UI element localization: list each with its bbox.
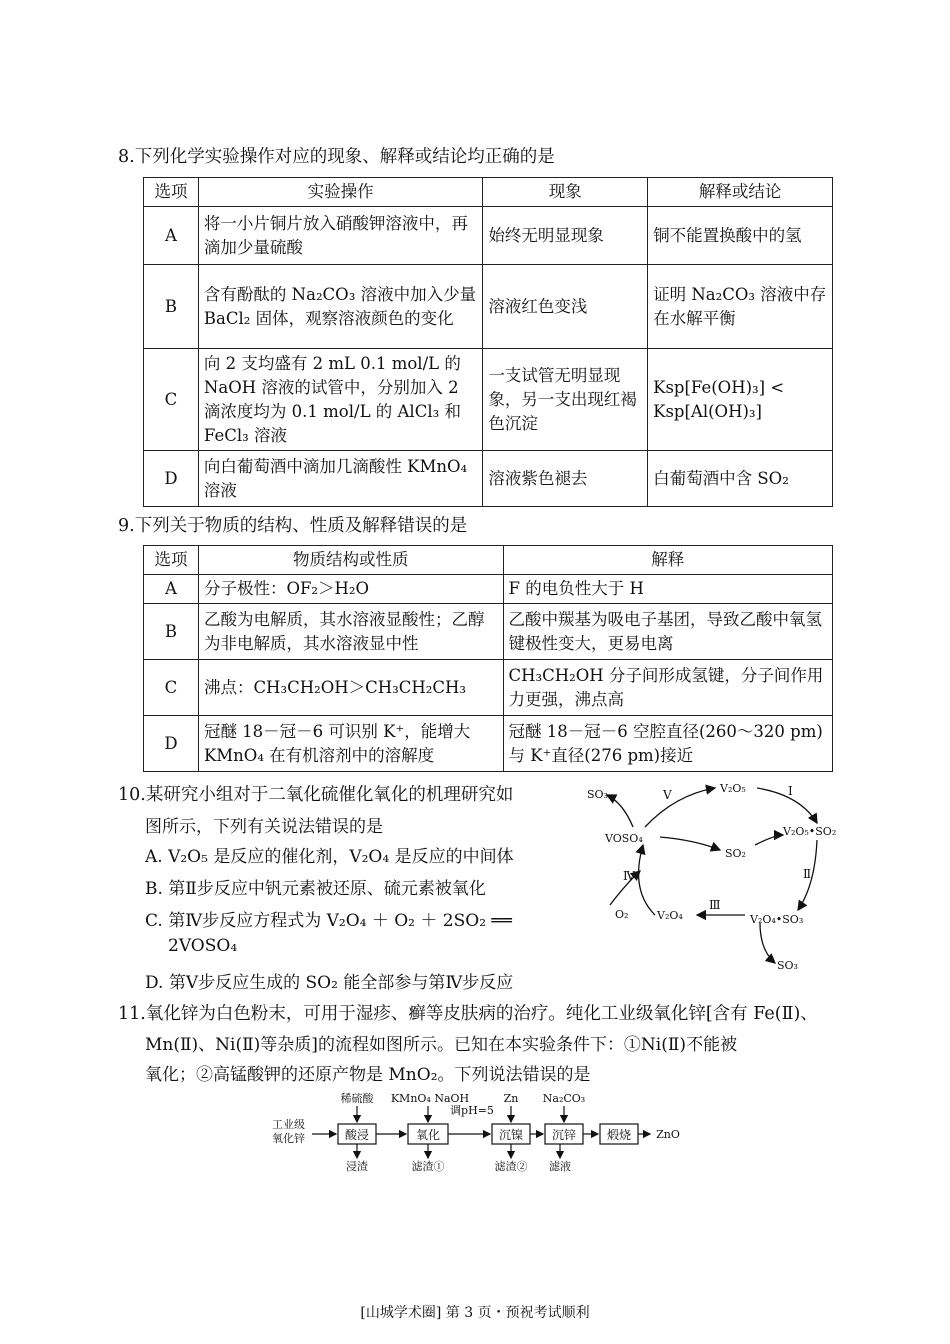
header-option: 选项 [144, 546, 199, 575]
row-operation: 向 2 支均盛有 2 mL 0.1 mol/L 的 NaOH 溶液的试管中，分别加入 2 滴浓度均为 0.1 mol/L 的 AlCl₃ 和 FeCl₃ 溶液 [198, 349, 483, 451]
row-conclusion: 铜不能置换酸中的氢 [648, 207, 833, 265]
flow-box-ni-precipitation: 沉镍 [498, 1128, 524, 1142]
row-phenomenon: 一支试管无明显现象，另一支出现红褐色沉淀 [483, 349, 648, 451]
row-option: A [144, 207, 199, 265]
row-option: D [144, 716, 199, 772]
row-explanation: F 的电负性大于 H [503, 575, 833, 604]
flow-box-oxidation: 氧化 [415, 1128, 441, 1142]
question-10-option-c-cont: 2VOSO₄ [168, 936, 238, 956]
diagram-step-2: Ⅱ [803, 867, 812, 881]
header-property: 物质结构或性质 [198, 546, 503, 575]
row-operation: 将一小片铜片放入硝酸钾溶液中，再滴加少量硫酸 [198, 207, 483, 265]
header-conclusion: 解释或结论 [648, 178, 833, 207]
question-11-line1: 11.氧化锌为白色粉末，可用于湿疹、癣等皮肤病的治疗。纯化工业级氧化锌[含有 Fe(Ⅱ)、 [118, 1004, 818, 1024]
flow-box-zn-precipitation: 沉锌 [551, 1128, 577, 1142]
diagram-label-so3-top: SO₃ [587, 788, 608, 801]
row-explanation: 乙酸中羰基为吸电子基团，导致乙酸中氧氢键极性变大，更易电离 [503, 604, 833, 660]
question-9-title: 9.下列关于物质的结构、性质及解释错误的是 [118, 516, 468, 536]
question-11-line2: Mn(Ⅱ)、Ni(Ⅱ)等杂质]的流程如图所示。已知在本实验条件下：①Ni(Ⅱ)不能被 [145, 1035, 738, 1055]
question-10-title-line2: 图所示，下列有关说法错误的是 [145, 817, 383, 837]
header-option: 选项 [144, 178, 199, 207]
diagram-label-voso4: VOSO₄ [605, 832, 643, 845]
catalytic-cycle-diagram [585, 775, 850, 980]
row-property: 乙酸为电解质，其水溶液显酸性；乙醇为非电解质，其水溶液显中性 [198, 604, 503, 660]
row-operation: 含有酚酞的 Na₂CO₃ 溶液中加入少量 BaCl₂ 固体，观察溶液颜色的变化 [198, 265, 483, 349]
table-row [144, 349, 833, 451]
row-conclusion: 白葡萄酒中含 SO₂ [648, 451, 833, 507]
flow-start-line1: 工业级 [272, 1118, 305, 1131]
flow-start-line2: 氧化锌 [272, 1132, 305, 1145]
diagram-label-so3-bottom: SO₃ [777, 959, 798, 972]
row-property: 分子极性：OF₂＞H₂O [198, 575, 503, 604]
row-option: D [144, 451, 199, 507]
diagram-step-3: Ⅲ [709, 898, 721, 912]
table-row [144, 660, 833, 716]
flow-input-na2co3: Na₂CO₃ [542, 1092, 586, 1105]
row-conclusion: Ksp[Fe(OH)₃] < Ksp[Al(OH)₃] [648, 349, 833, 451]
row-property: 沸点：CH₃CH₂OH＞CH₃CH₂CH₃ [198, 660, 503, 716]
table-row [144, 604, 833, 660]
row-option: C [144, 660, 199, 716]
table-row [144, 451, 833, 507]
question-9-table [143, 545, 833, 772]
table-header-row [144, 178, 833, 207]
flow-output-residue-2: 滤渣② [494, 1160, 528, 1173]
row-explanation: CH₃CH₂OH 分子间形成氢键，分子间作用力更强，沸点高 [503, 660, 833, 716]
row-explanation: 冠醚 18－冠－6 空腔直径(260～320 pm)与 K⁺直径(276 pm)接近 [503, 716, 833, 772]
flow-box-calcination: 煅烧 [606, 1128, 632, 1142]
row-option: B [144, 265, 199, 349]
question-10-option-d: D. 第Ⅴ步反应生成的 SO₂ 能全部参与第Ⅳ步反应 [145, 973, 514, 993]
diagram-step-4: Ⅳ [623, 869, 635, 883]
diagram-step-5: Ⅴ [663, 788, 672, 802]
flow-input-sulfuric-acid: 稀硫酸 [340, 1092, 374, 1105]
flow-product-zno: ZnO [656, 1128, 680, 1141]
question-10-title-line1: 10.某研究小组对于二氧化硫催化氧化的机理研究如 [118, 785, 514, 805]
row-phenomenon: 始终无明显现象 [483, 207, 648, 265]
question-10-option-b: B. 第Ⅱ步反应中钒元素被还原、硫元素被氧化 [145, 879, 486, 899]
header-phenomenon: 现象 [483, 178, 648, 207]
diagram-step-1: Ⅰ [788, 784, 793, 798]
diagram-label-v2o4: V₂O₄ [657, 909, 683, 922]
page-footer: [山城学术圈] 第 3 页・预祝考试顺利 [360, 1305, 590, 1321]
row-option: C [144, 349, 199, 451]
row-operation: 向白葡萄酒中滴加几滴酸性 KMnO₄ 溶液 [198, 451, 483, 507]
row-phenomenon: 溶液紫色褪去 [483, 451, 648, 507]
flow-input-ph: 调pH=5 [450, 1104, 494, 1117]
row-phenomenon: 溶液红色变浅 [483, 265, 648, 349]
diagram-label-o2: O₂ [615, 908, 629, 921]
diagram-label-v2o5so2: V₂O₅•SO₂ [783, 825, 837, 838]
row-option: B [144, 604, 199, 660]
diagram-label-v2o4so3: V₂O₄•SO₃ [750, 913, 804, 926]
row-conclusion: 证明 Na₂CO₃ 溶液中存在水解平衡 [648, 265, 833, 349]
flow-box-acid-leach: 酸浸 [344, 1128, 370, 1142]
header-operation: 实验操作 [198, 178, 483, 207]
flow-output-leach-residue: 浸渣 [346, 1160, 368, 1173]
table-row [144, 575, 833, 604]
table-row [144, 716, 833, 772]
flow-output-filtrate: 滤液 [549, 1160, 571, 1173]
header-explanation: 解释 [503, 546, 833, 575]
question-11-line3: 氧化；②高锰酸钾的还原产物是 MnO₂。下列说法错误的是 [145, 1065, 591, 1085]
diagram-label-so2: SO₂ [725, 847, 746, 860]
process-flow-diagram [270, 1088, 690, 1178]
question-10-option-c: C. 第Ⅳ步反应方程式为 V₂O₄ ＋ O₂ ＋ 2SO₂ ══ [145, 911, 512, 931]
row-option: A [144, 575, 199, 604]
flow-input-kmno4-naoh: KMnO₄ NaOH [390, 1092, 470, 1105]
question-10-option-a: A. V₂O₅ 是反应的催化剂，V₂O₄ 是反应的中间体 [145, 847, 514, 867]
table-row [144, 265, 833, 349]
flow-output-residue-1: 滤渣① [411, 1160, 445, 1173]
question-8-title: 8.下列化学实验操作对应的现象、解释或结论均正确的是 [118, 147, 555, 167]
table-row [144, 207, 833, 265]
row-property: 冠醚 18－冠－6 可识别 K⁺，能增大 KMnO₄ 在有机溶剂中的溶解度 [198, 716, 503, 772]
question-8-table [143, 177, 833, 507]
diagram-label-v2o5: V₂O₅ [720, 782, 746, 795]
table-header-row [144, 546, 833, 575]
flow-input-zn: Zn [503, 1092, 519, 1105]
